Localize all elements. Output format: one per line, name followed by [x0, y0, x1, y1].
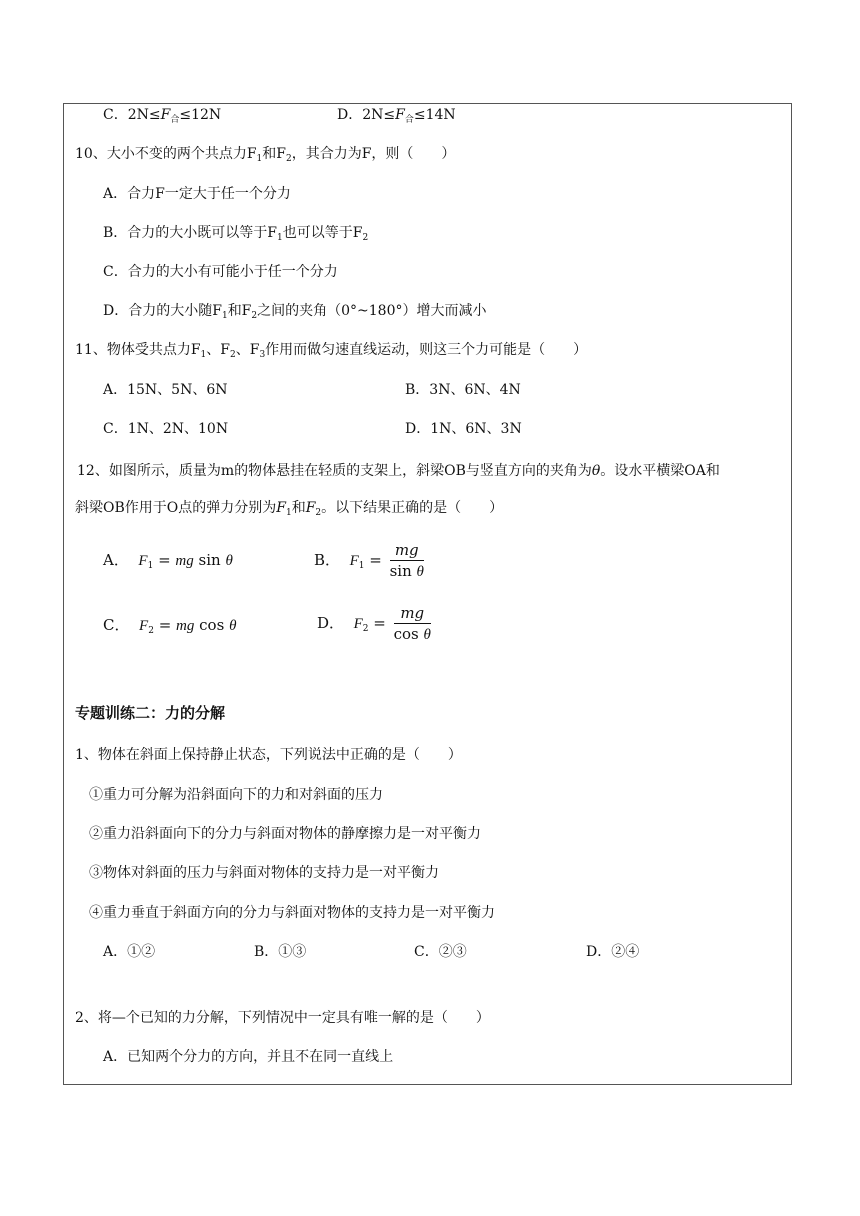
q12-stem-line1: 12、如图所示，质量为m的物体悬挂在轻质的支架上，斜梁OB与竖直方向的夹角为θ。设水平横梁OA和: [77, 463, 720, 479]
s2q2-option-a: A．已知两个分力的方向，并且不在同一直线上: [103, 1049, 394, 1065]
s2q2-stem: 2、将—个已知的力分解，下列情况中一定具有唯一解的是（ ）: [75, 1010, 490, 1026]
q10-option-a: A．合力F一定大于任一个分力: [103, 186, 291, 202]
q10-option-b: B．合力的大小既可以等于$F_1$也可以等于$F_2$: [103, 225, 369, 243]
s2q1-statement-2: ②重力沿斜面向下的分力与斜面对物体的静摩擦力是一对平衡力: [89, 826, 481, 842]
q11-stem: 11、物体受共点力$F_1$、$F_2$、$F_3$作用而做匀速直线运动，则这三个力可能是（ ）: [75, 342, 588, 360]
q9-option-d: D．$2N\le F_合\le 14N$: [337, 107, 456, 125]
q11-option-c: C．1N、2N、10N: [103, 421, 229, 437]
q11-option-a: A．15N、5N、6N: [103, 382, 228, 398]
s2q1-option-a: A．①②: [103, 944, 156, 960]
q12-option-b: B． $F_1$ = $\frac{mg}{\text{sin θ}}$: [314, 541, 424, 580]
q10-option-c: C．合力的大小有可能小于任一个分力: [103, 264, 338, 280]
s2q1-statement-1: ①重力可分解为沿斜面向下的力和对斜面的压力: [89, 787, 383, 803]
q12-option-c: C． $F_2$ = mg cos θ: [103, 616, 237, 636]
s2q1-option-b: B．①③: [254, 944, 307, 960]
q12-option-a: A． $F_1$ = mg sin θ: [103, 551, 233, 571]
s2q1-statement-3: ③物体对斜面的压力与斜面对物体的支持力是一对平衡力: [89, 865, 439, 881]
q12-option-d: D． $F_2$ = $\frac{mg}{\text{cos θ}}$: [317, 604, 431, 643]
content-frame: [63, 103, 792, 1085]
s2q1-statement-4: ④重力垂直于斜面方向的分力与斜面对物体的支持力是一对平衡力: [89, 905, 495, 921]
q12-stem-line2: 斜梁OB作用于O点的弹力分别为$F_1$和$F_2$。以下结果正确的是（ ）: [75, 500, 504, 518]
q11-option-b: B．3N、6N、4N: [405, 382, 521, 398]
s2q1-option-d: D．②④: [586, 944, 640, 960]
q10-option-d: D．合力的大小随$F_1$和$F_2$之间的夹角（0°~180°）增大而减小: [103, 303, 487, 321]
s2q1-stem: 1、物体在斜面上保持静止状态，下列说法中正确的是（ ）: [75, 747, 462, 763]
q9-option-c: C．$2N\le F_合\le 12N$: [103, 107, 222, 125]
q10-stem: 10、大小不变的两个共点力$F_1$和$F_2$，其合力为F，则（ ）: [75, 146, 456, 164]
q11-option-d: D．1N、6N、3N: [405, 421, 522, 437]
s2q1-option-c: C．②③: [414, 944, 467, 960]
section2-title: 专题训练二：力的分解: [75, 704, 226, 722]
